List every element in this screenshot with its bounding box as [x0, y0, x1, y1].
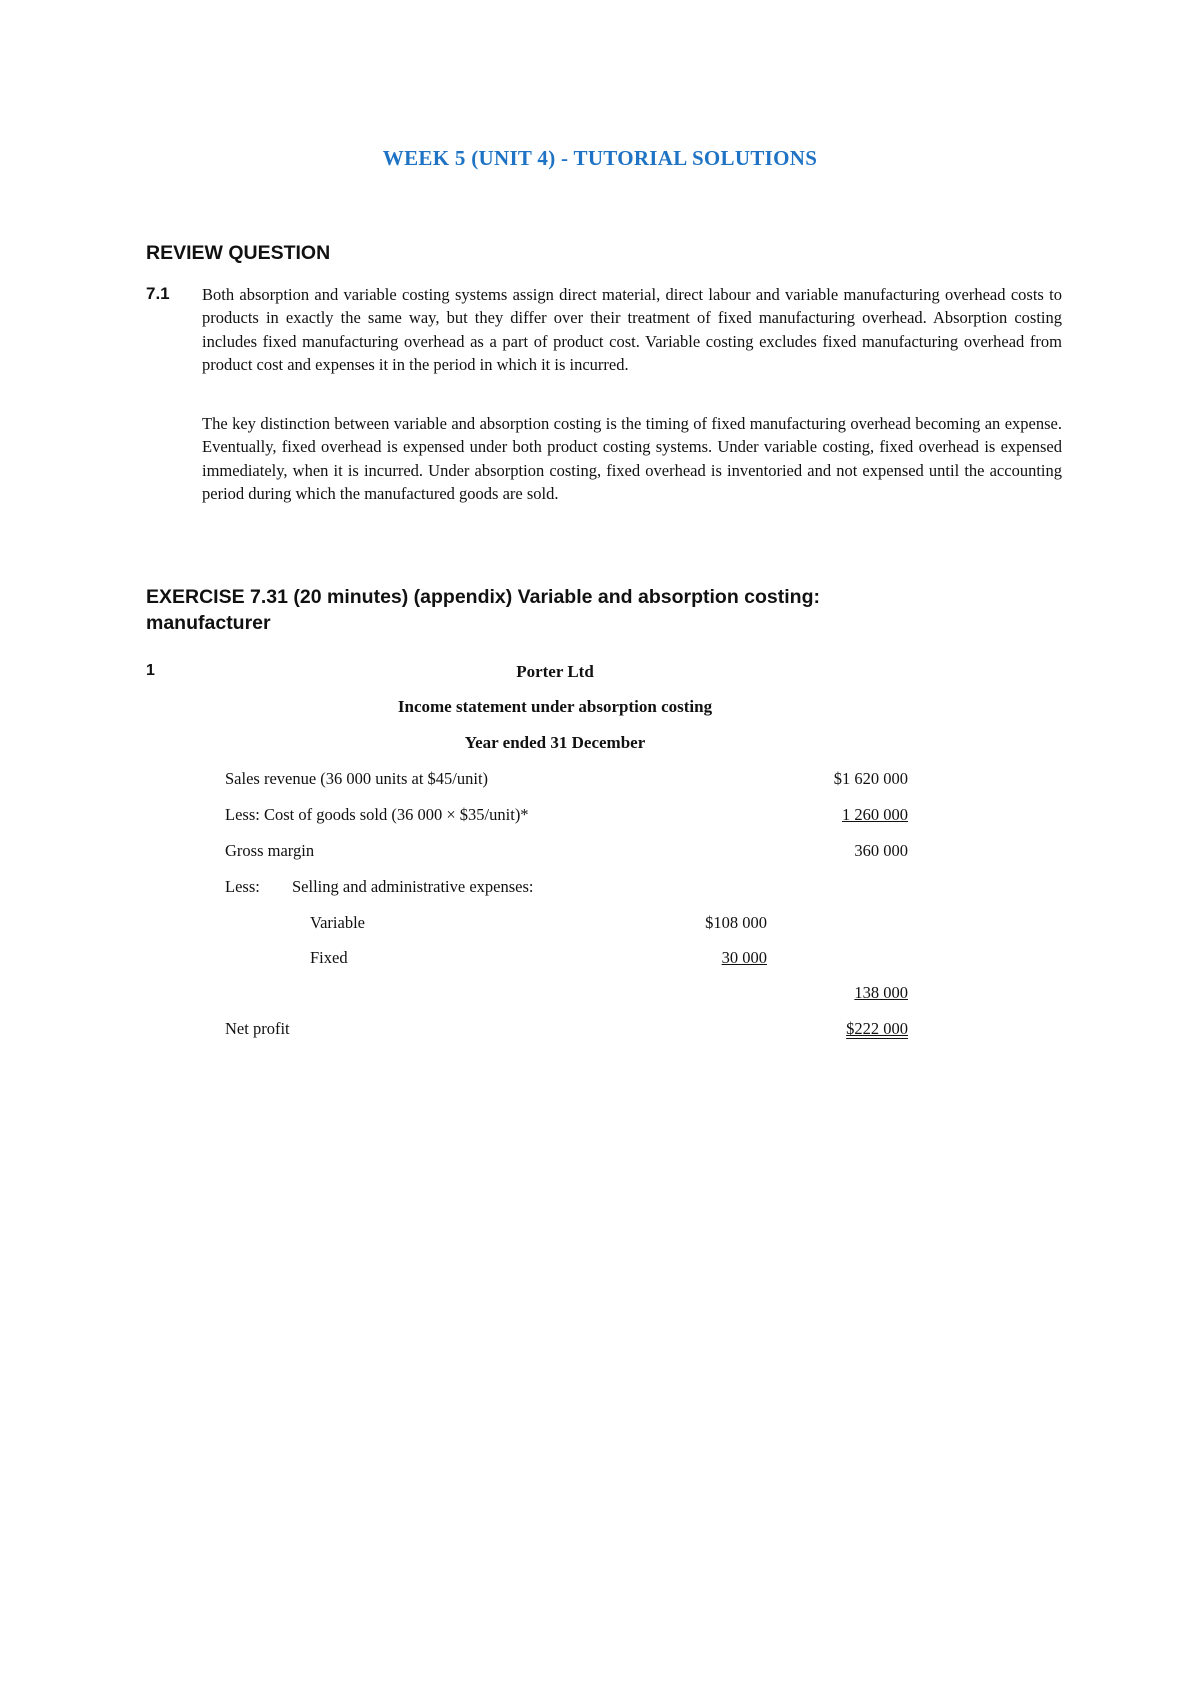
- review-answer-paragraph-2: The key distinction between variable and absorption costing is the timing of fixed manufacturing overhead becoming an expense. Eventually, fixed overhead is expensed under both product costing systems. Under variable costing, fixed overhead is expensed immediately, when it is incurred. Under absorption costing, fixed overhead is inventoried and not expensed until the accounting period during which the manufactured goods are sold.: [202, 414, 1062, 504]
- selling-admin-total: 138 000: [854, 983, 908, 1002]
- cogs-amount: 1 260 000: [842, 805, 908, 824]
- statement-period: Year ended 31 December: [464, 733, 646, 752]
- sales-revenue-label: Sales revenue (36 000 units at $45/unit): [225, 769, 489, 788]
- company-name: Porter Ltd: [516, 662, 594, 681]
- fixed-expense-amount: 30 000: [721, 948, 767, 967]
- variable-expense-label: Variable: [310, 913, 365, 932]
- gross-margin-label: Gross margin: [225, 841, 315, 860]
- review-question-heading: REVIEW QUESTION: [146, 242, 331, 264]
- sales-revenue-amount: $1 620 000: [833, 769, 908, 788]
- question-number: 7.1: [146, 284, 170, 303]
- variable-expense-amount: $108 000: [705, 913, 767, 932]
- part-number: 1: [146, 662, 155, 679]
- exercise-heading: [146, 584, 820, 636]
- fixed-expense-label: Fixed: [310, 948, 348, 967]
- exercise-heading-line-2: manufacturer: [146, 612, 271, 634]
- cogs-label: Less: Cost of goods sold (36 000 × $35/unit)*: [225, 805, 529, 824]
- selling-admin-label: Selling and administrative expenses:: [292, 877, 534, 896]
- net-profit-label: Net profit: [225, 1019, 290, 1038]
- review-answer-paragraph-1: Both absorption and variable costing systems assign direct material, direct labour and variable manufacturing overhead costs to products in exactly the same way, but they differ over their treatment of fixed manufacturing overhead. Absorption costing includes fixed manufacturing overhead as a part of product cost. Variable costing excludes fixed manufacturing overhead from product cost and expenses it in the period in which it is incurred.: [202, 285, 1062, 375]
- page-title: WEEK 5 (UNIT 4) - TUTORIAL SOLUTIONS: [382, 146, 818, 170]
- statement-title: Income statement under absorption costing: [397, 697, 713, 716]
- gross-margin-amount: 360 000: [854, 841, 908, 860]
- less-label: Less:: [225, 877, 260, 896]
- exercise-heading-line-1: EXERCISE 7.31 (20 minutes) (appendix) Variable and absorption costing:: [146, 586, 820, 608]
- net-profit-amount: $222 000: [846, 1019, 908, 1038]
